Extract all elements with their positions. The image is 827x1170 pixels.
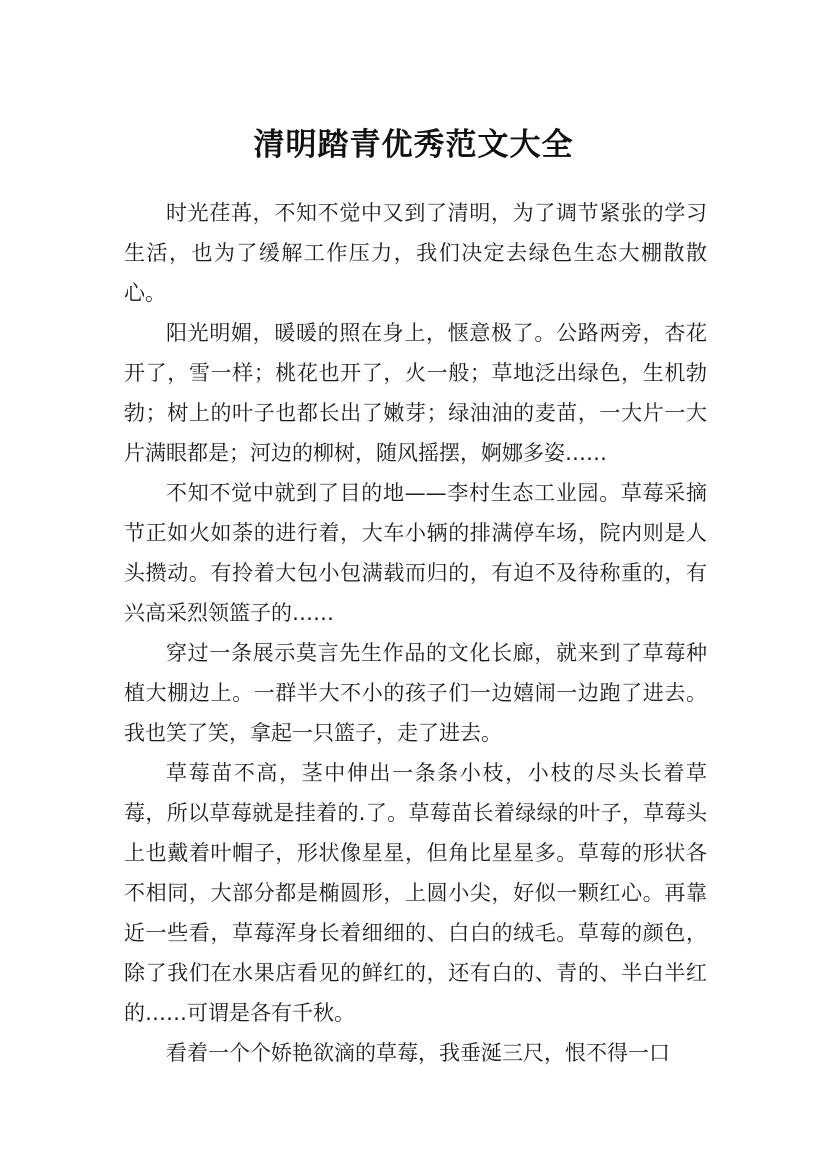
paragraph: 看着一个个娇艳欲滴的草莓，我垂涎三尺，恨不得一口	[166, 1041, 670, 1065]
paragraph: 时光荏苒，不知不觉中又到了清明，为了调节紧张的学习生活，也为了缓解工作压力，我们决定去绿色生态大棚散散心。	[124, 201, 707, 305]
paragraph: 穿过一条展示莫言先生作品的文化长廊，就来到了草莓种植大棚边上。一群半大不小的孩子们一边嬉闹一边跑了进去。我也笑了笑，拿起一只篮子，走了进去。	[124, 641, 707, 745]
paragraph: 草莓苗不高，茎中伸出一条条小枝，小枝的尽头长着草莓，所以草莓就是挂着的.了。草莓苗长着绿绿的叶子，草莓头上也戴着叶帽子，形状像星星，但角比星星多。草莓的形状各不相同，大部分都是椭圆形，上圆小尖，好似一颗红心。再靠近一些看，草莓浑身长着细细的、白白的绒毛。草莓的颜色，除了我们在水果店看见的鲜红的，还有白的、青的、半白半红的……可谓是各有千秋。	[124, 761, 707, 1025]
paragraph: 阳光明媚，暖暖的照在身上，惬意极了。公路两旁，杏花开了，雪一样；桃花也开了，火一般；草地泛出绿色，生机勃勃；树上的叶子也都长出了嫩芽；绿油油的麦苗，一大片一大片满眼都是；河边的柳树，随风摇摆，婀娜多姿……	[124, 321, 707, 465]
document-body	[124, 193, 707, 1073]
document-title: 清明踏青优秀范文大全	[253, 126, 574, 163]
paragraph: 不知不觉中就到了目的地——李村生态工业园。草莓采摘节正如火如荼的进行着，大车小辆的排满停车场，院内则是人头攒动。有拎着大包小包满载而归的，有迫不及待称重的，有兴高采烈领篮子的……	[124, 481, 707, 625]
